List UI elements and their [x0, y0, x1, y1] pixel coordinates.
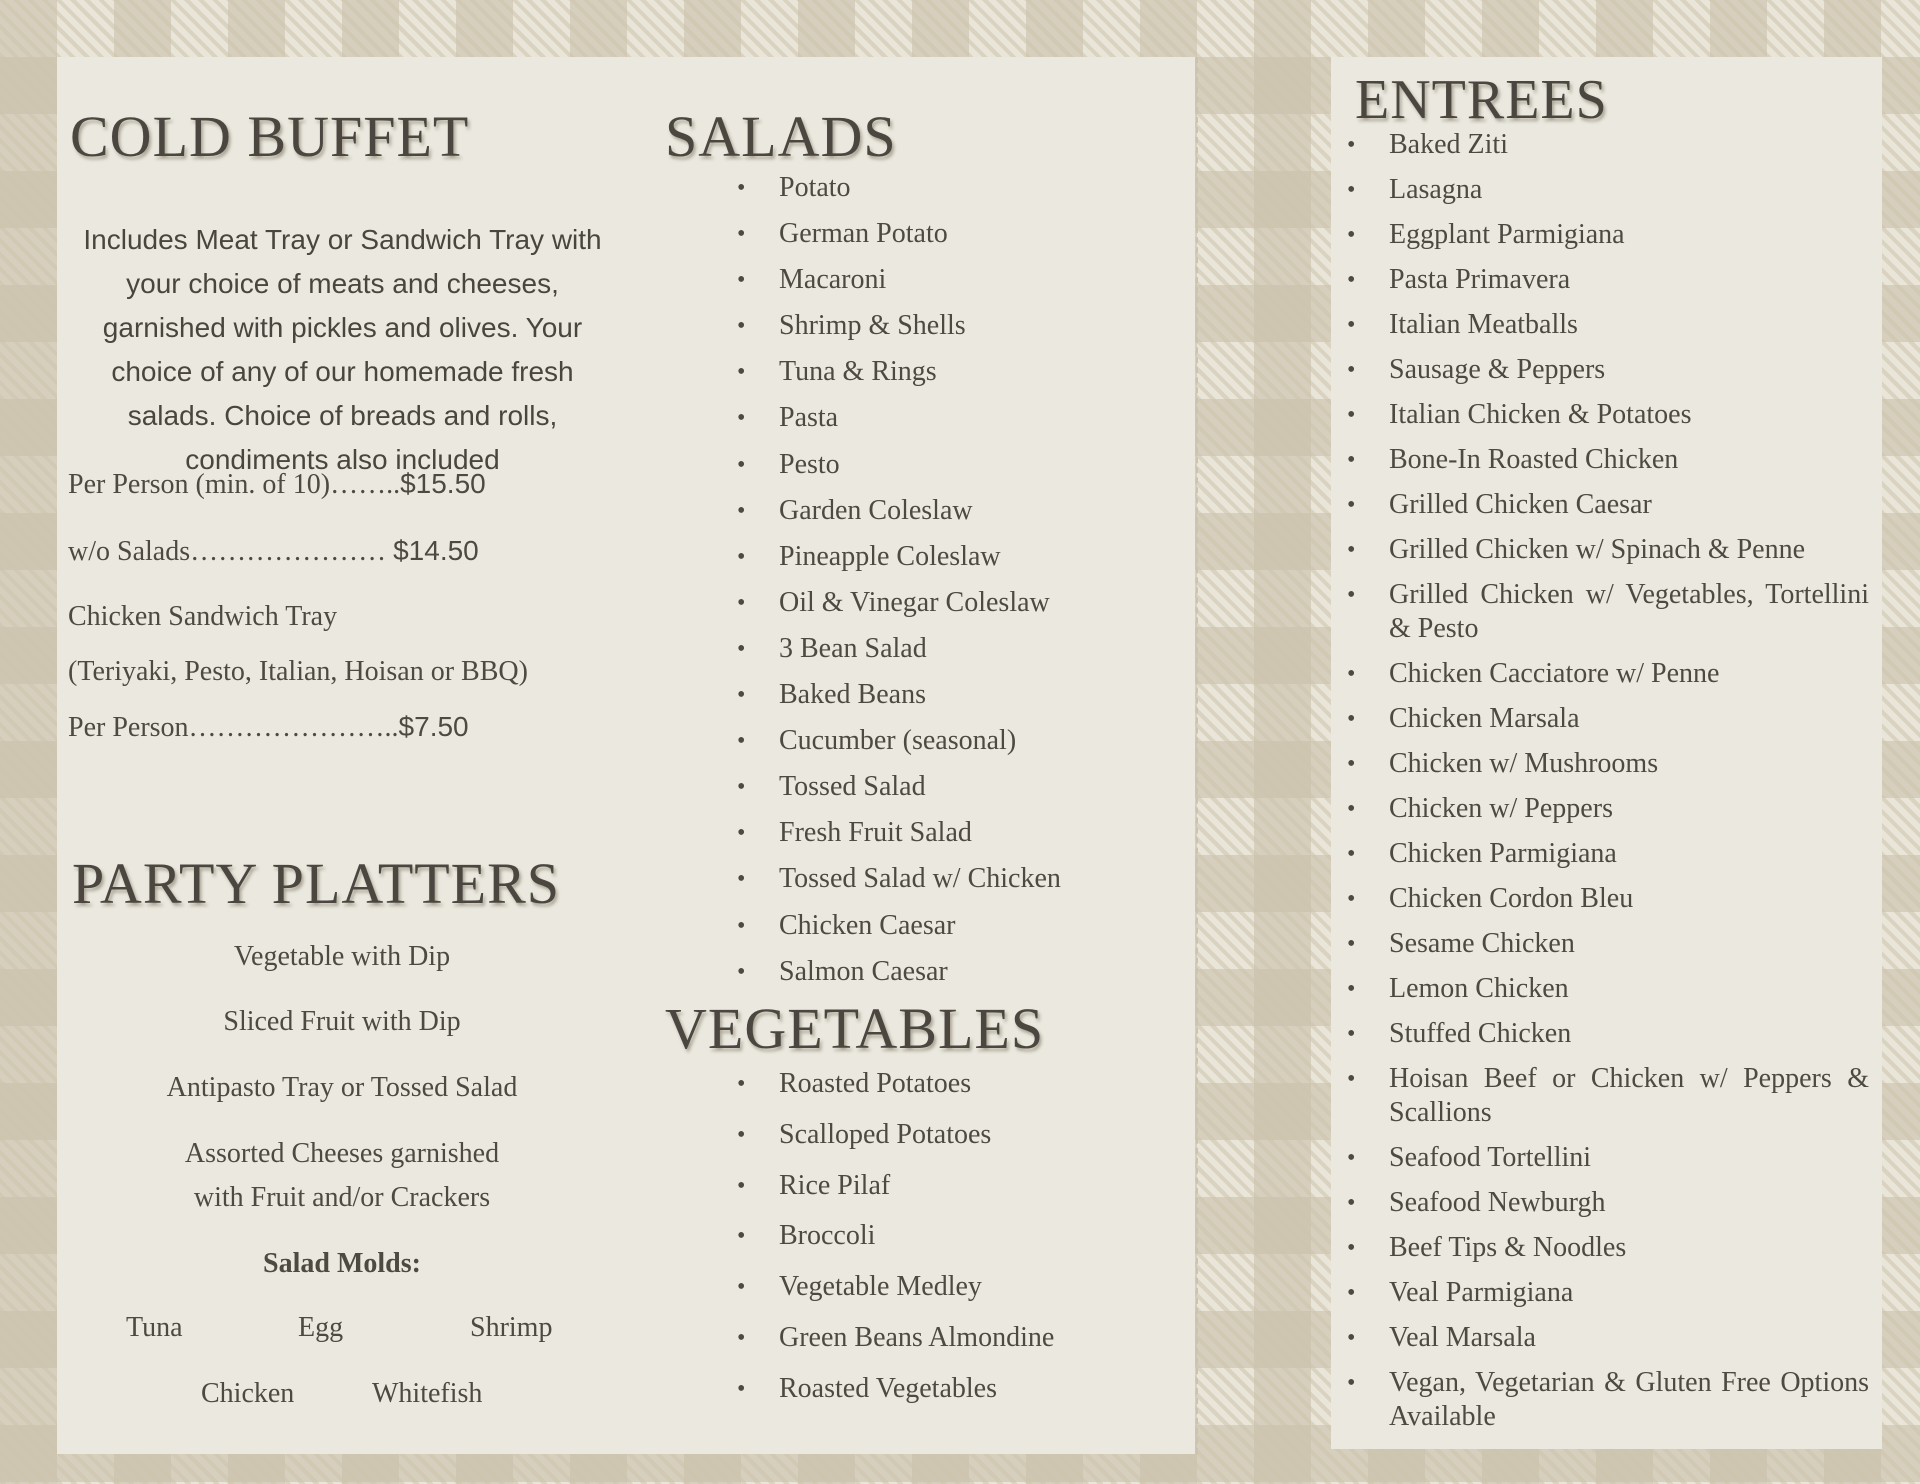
- bullet-icon: •: [737, 1375, 746, 1402]
- entrees-title: ENTREES: [1355, 69, 1608, 131]
- bullet-icon: •: [737, 359, 746, 386]
- bullet-icon: •: [1347, 312, 1356, 338]
- bullet-icon: •: [1347, 1021, 1356, 1047]
- entrees-list: [1347, 128, 1869, 1445]
- bullet-icon: •: [1347, 706, 1356, 732]
- bullet-icon: •: [1347, 751, 1356, 777]
- bullet-icon: •: [1347, 1325, 1356, 1351]
- entree-item: [1347, 1186, 1869, 1220]
- salad-item: [737, 537, 1061, 583]
- entree-item: [1347, 128, 1869, 162]
- entree-item: [1347, 488, 1869, 522]
- bullet-icon: •: [737, 405, 746, 432]
- bullet-icon: •: [737, 1121, 746, 1148]
- entree-item-label: Italian Meatballs: [1389, 309, 1578, 340]
- chicken-sandwich-tray-options: (Teriyaki, Pesto, Italian, Hoisan or BBQ): [68, 656, 528, 687]
- entree-item: [1347, 837, 1869, 871]
- entree-item-label: Sausage & Peppers: [1389, 354, 1606, 385]
- vegetable-item-label: Green Beans Almondine: [779, 1321, 1055, 1353]
- salad-mold-item: Tuna: [126, 1312, 183, 1343]
- salad-item-label: Fresh Fruit Salad: [779, 817, 972, 849]
- chicken-sandwich-tray-label: Chicken Sandwich Tray: [68, 601, 338, 632]
- entree-item: [1347, 398, 1869, 432]
- salad-item: [737, 168, 1061, 214]
- entree-item-label: Grilled Chicken w/ Vegetables, Tortellini & Pesto: [1389, 579, 1869, 644]
- vegetable-item-label: Scalloped Potatoes: [779, 1118, 992, 1150]
- salad-item-label: Cucumber (seasonal): [779, 725, 1017, 757]
- bullet-icon: •: [737, 267, 746, 294]
- bullet-icon: •: [737, 451, 746, 478]
- without-salads-label: w/o Salads…………………: [68, 536, 394, 567]
- entree-item-label: Chicken w/ Mushrooms: [1389, 748, 1659, 779]
- salad-item: [737, 813, 1061, 859]
- entree-item: [1347, 882, 1869, 916]
- bullet-icon: •: [1347, 1370, 1356, 1396]
- entree-item: [1347, 263, 1869, 297]
- bullet-icon: •: [1347, 796, 1356, 822]
- entree-item-label: Italian Chicken & Potatoes: [1389, 399, 1692, 430]
- salad-item-label: German Potato: [779, 218, 948, 250]
- platter-item: Antipasto Tray or Tossed Salad: [166, 1072, 518, 1103]
- salad-item-label: Pasta: [779, 402, 839, 434]
- salad-mold-item: Shrimp: [470, 1312, 553, 1343]
- bullet-icon: •: [737, 1071, 746, 1097]
- salad-item: [737, 675, 1061, 721]
- cold-buffet-title: COLD BUFFET: [70, 104, 470, 169]
- bullet-icon: •: [1347, 1280, 1356, 1306]
- entree-item-label: Chicken Cacciatore w/ Penne: [1389, 658, 1720, 689]
- platter-item: Vegetable with Dip: [233, 941, 451, 972]
- vegetable-item-label: Rice Pilaf: [779, 1169, 891, 1201]
- salad-item-label: Oil & Vinegar Coleslaw: [779, 586, 1050, 618]
- entree-item-label: Seafood Tortellini: [1389, 1142, 1592, 1173]
- bullet-icon: •: [737, 866, 746, 893]
- bullet-icon: •: [737, 543, 746, 570]
- vegetable-item-label: Vegetable Medley: [779, 1271, 982, 1303]
- party-platters-title: PARTY PLATTERS: [72, 851, 561, 916]
- entree-item: [1347, 218, 1869, 252]
- entree-item-label: Lemon Chicken: [1389, 973, 1569, 1004]
- salad-item: [737, 260, 1061, 306]
- entree-item: [1347, 173, 1869, 207]
- entree-item: [1347, 657, 1869, 691]
- bullet-icon: •: [1347, 582, 1356, 608]
- salad-mold-item: Whitefish: [372, 1378, 483, 1409]
- bullet-icon: •: [1347, 222, 1356, 248]
- entree-item-label: Hoisan Beef or Chicken w/ Peppers & Scallions: [1389, 1063, 1869, 1128]
- entree-item-label: Baked Ziti: [1389, 129, 1508, 160]
- bullet-icon: •: [1347, 132, 1356, 158]
- salad-item: [737, 352, 1061, 398]
- bullet-icon: •: [1347, 841, 1356, 867]
- bullet-icon: •: [1347, 1190, 1356, 1216]
- entree-item: [1347, 747, 1869, 781]
- salad-item: [737, 906, 1061, 952]
- chicken-per-person-price: $7.50: [398, 711, 469, 742]
- entree-item: [1347, 1321, 1869, 1355]
- salad-item-label: Chicken Caesar: [779, 909, 956, 941]
- bullet-icon: •: [737, 912, 746, 939]
- bullet-icon: •: [737, 774, 746, 801]
- vegetable-item-label: Broccoli: [779, 1220, 876, 1252]
- chicken-per-person-price-line: [68, 711, 469, 744]
- bullet-icon: •: [1347, 1235, 1356, 1261]
- bullet-icon: •: [737, 589, 746, 616]
- entree-item: [1347, 972, 1869, 1006]
- without-salads-price: $14.50: [393, 535, 479, 566]
- salad-item: [737, 721, 1061, 767]
- salad-mold-item: Egg: [298, 1312, 344, 1343]
- salad-item: [737, 583, 1061, 629]
- salad-item-label: 3 Bean Salad: [779, 632, 927, 664]
- bullet-icon: •: [1347, 447, 1356, 473]
- salads-title: SALADS: [665, 104, 897, 169]
- bullet-icon: •: [737, 820, 746, 847]
- entree-item-label: Pasta Primavera: [1389, 264, 1571, 295]
- entree-item: [1347, 792, 1869, 826]
- without-salads-price-line: [68, 535, 479, 568]
- entree-item: [1347, 578, 1869, 646]
- salad-mold-item: Chicken: [201, 1378, 295, 1409]
- vegetable-item: [737, 1267, 1054, 1318]
- salad-item-label: Macaroni: [779, 264, 887, 296]
- bullet-icon: •: [737, 313, 746, 340]
- salad-item-label: Tossed Salad w/ Chicken: [779, 863, 1061, 895]
- salad-molds-label: Salad Molds:: [263, 1248, 421, 1279]
- entree-item-label: Seafood Newburgh: [1389, 1187, 1606, 1218]
- bullet-icon: •: [1347, 537, 1356, 563]
- entree-item-label: Veal Parmigiana: [1389, 1277, 1574, 1308]
- entree-item: [1347, 533, 1869, 567]
- entree-item-label: Grilled Chicken Caesar: [1389, 489, 1652, 520]
- entree-item-label: Chicken Marsala: [1389, 703, 1580, 734]
- salad-item: [737, 767, 1061, 813]
- salad-item-label: Baked Beans: [779, 679, 926, 711]
- entree-item-label: Bone-In Roasted Chicken: [1389, 444, 1679, 475]
- entree-item-label: Beef Tips & Noodles: [1389, 1232, 1627, 1263]
- salad-item: [737, 398, 1061, 444]
- bullet-icon: •: [737, 1274, 746, 1301]
- salad-item: [737, 306, 1061, 352]
- entree-item: [1347, 1276, 1869, 1310]
- per-person-price: $15.50: [400, 468, 486, 499]
- salads-list: [737, 168, 1061, 998]
- bullet-icon: •: [1347, 402, 1356, 428]
- platter-item: Sliced Fruit with Dip: [223, 1006, 461, 1037]
- vegetable-item: [737, 1369, 1054, 1420]
- salad-item: [737, 952, 1061, 998]
- salad-item: [737, 629, 1061, 675]
- bullet-icon: •: [1347, 1145, 1356, 1171]
- bullet-icon: •: [737, 635, 746, 662]
- entree-item: [1347, 1231, 1869, 1265]
- salad-item-label: Salmon Caesar: [779, 955, 948, 987]
- vegetable-item-label: Roasted Vegetables: [779, 1372, 997, 1404]
- entree-item-label: Chicken w/ Peppers: [1389, 793, 1613, 824]
- cold-buffet-description: Includes Meat Tray or Sandwich Tray with your choice of meats and cheeses, garnished with pickles and olives. Your choice of any of our homemade fresh salads. Choice of breads and rolls, condiments also included: [83, 224, 602, 475]
- chicken-per-person-label: Per Person…………………..: [68, 712, 399, 743]
- bullet-icon: •: [1347, 931, 1356, 957]
- entree-item-label: Chicken Parmigiana: [1389, 838, 1617, 869]
- vegetables-title: VEGETABLES: [665, 996, 1045, 1061]
- platter-item: Assorted Cheeses garnished: [184, 1138, 500, 1169]
- entree-item-label: Veal Marsala: [1389, 1322, 1536, 1353]
- bullet-icon: •: [737, 728, 746, 755]
- entree-item: [1347, 702, 1869, 736]
- salad-item-label: Shrimp & Shells: [779, 310, 966, 342]
- bullet-icon: •: [737, 1324, 746, 1351]
- entree-item: [1347, 1141, 1869, 1175]
- bullet-icon: •: [737, 958, 746, 985]
- entree-item: [1347, 927, 1869, 961]
- salad-item-label: Pesto: [779, 448, 840, 480]
- salad-item: [737, 214, 1061, 260]
- bullet-icon: •: [1347, 492, 1356, 518]
- per-person-label: Per Person (min. of 10)……..: [68, 469, 401, 500]
- bullet-icon: •: [737, 682, 746, 709]
- salad-item-label: Potato: [779, 172, 851, 203]
- bullet-icon: •: [737, 175, 746, 201]
- salad-item-label: Garden Coleslaw: [779, 494, 973, 526]
- salad-item-label: Tuna & Rings: [779, 356, 937, 388]
- bullet-icon: •: [1347, 976, 1356, 1002]
- per-person-price-line: [68, 468, 486, 501]
- salad-item: [737, 445, 1061, 491]
- entree-item-label: Chicken Cordon Bleu: [1389, 883, 1634, 914]
- salad-item: [737, 859, 1061, 905]
- salad-item: [737, 491, 1061, 537]
- entree-item-label: Stuffed Chicken: [1389, 1018, 1572, 1049]
- entree-item: [1347, 1017, 1869, 1051]
- bullet-icon: •: [1347, 661, 1356, 687]
- entree-item-label: Eggplant Parmigiana: [1389, 219, 1625, 250]
- bullet-icon: •: [1347, 886, 1356, 912]
- salad-item-label: Tossed Salad: [779, 771, 926, 803]
- bullet-icon: •: [1347, 357, 1356, 383]
- bullet-icon: •: [737, 497, 746, 524]
- entree-item-label: Grilled Chicken w/ Spinach & Penne: [1389, 534, 1806, 565]
- bullet-icon: •: [1347, 177, 1356, 203]
- entree-item: [1347, 1366, 1869, 1434]
- entree-item: [1347, 443, 1869, 477]
- vegetable-item: [737, 1216, 1054, 1267]
- vegetable-item: [737, 1318, 1055, 1369]
- entree-item: [1347, 353, 1869, 387]
- bullet-icon: •: [737, 1223, 746, 1250]
- entree-item-label: Lasagna: [1389, 174, 1483, 205]
- entree-item: [1347, 1062, 1869, 1130]
- bullet-icon: •: [1347, 267, 1356, 293]
- entree-item-label: Sesame Chicken: [1389, 928, 1575, 959]
- vegetable-item: [737, 1166, 1054, 1217]
- vegetable-item: [737, 1115, 1054, 1166]
- platter-item: with Fruit and/or Crackers: [193, 1182, 491, 1213]
- fold-divider: [1196, 57, 1198, 1454]
- salad-item-label: Pineapple Coleslaw: [779, 540, 1001, 572]
- bullet-icon: •: [1347, 1066, 1356, 1092]
- vegetable-item: [737, 1064, 1054, 1115]
- entree-item: [1347, 308, 1869, 342]
- entree-item-label: Vegan, Vegetarian & Gluten Free Options Available: [1389, 1367, 1869, 1432]
- vegetable-item-label: Roasted Potatoes: [779, 1068, 972, 1099]
- bullet-icon: •: [737, 221, 746, 248]
- vegetables-list: [737, 1064, 1055, 1420]
- bullet-icon: •: [737, 1172, 746, 1199]
